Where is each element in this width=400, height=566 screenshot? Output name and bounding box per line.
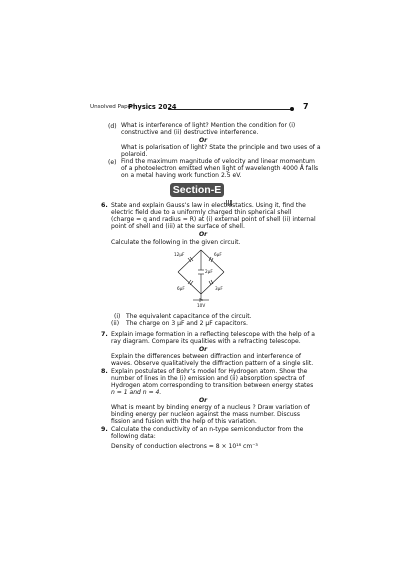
section-bars-icon — [226, 191, 233, 197]
q6-or: Or — [199, 231, 208, 238]
q5e-label: (e) — [108, 159, 117, 166]
q7-line-2: ray diagram. Compare its qualities with a refracting telescope. — [111, 338, 301, 345]
q6-line-4: point of shell and (iii) at the surface of shell. — [111, 223, 245, 230]
page-header — [90, 104, 310, 116]
q5-or: Or — [199, 137, 208, 144]
q5e-line-3: on a metal having work function 2.5 eV. — [121, 172, 242, 179]
q8-line-4: n = 1 and n = 4. — [111, 389, 162, 396]
q9-line-1: Calculate the conductivity of an n-type semiconductor from the — [111, 426, 304, 433]
section-badge: Section-E — [170, 183, 224, 197]
q6-line-1: State and explain Gauss’s law in electrostatics. Using it, find the — [111, 202, 306, 209]
q5e-line-2: of a photoelectron emitted when light of wavelength 4000 Å falls — [121, 165, 319, 172]
q7-or-line-1: Explain the differences between diffraction and interference of — [111, 353, 302, 360]
q6-part-ii-label: (ii) — [111, 320, 120, 327]
q6-number: 6. — [101, 202, 108, 209]
capacitor-circuit-diagram — [166, 248, 236, 308]
header-subject: Physics 2024 — [128, 103, 177, 111]
q5e-line-1: Find the maximum magnitude of velocity and linear momentum — [121, 158, 315, 165]
q7-line-1: Explain image formation in a reflecting telescope with the help of a — [111, 331, 315, 338]
q6-calc-line: Calculate the following in the given circuit. — [111, 239, 241, 246]
cap-label-bottom-right: 3μF — [215, 286, 223, 291]
q8-line-2: number of lines in the (i) emission and (ii) absorption spectra of — [111, 375, 305, 382]
q5-polarisation-line-1: What is polarisation of light? State the principle and two uses of a — [121, 144, 321, 151]
q8-number: 8. — [101, 368, 108, 375]
cap-label-bottom-left: 6μF — [177, 286, 185, 291]
header-rule — [168, 109, 292, 110]
q7-or: Or — [199, 346, 208, 353]
q8-or-line-2: binding energy per nucleon against the mass number. Discuss — [111, 411, 300, 418]
cap-label-top-right: 6μF — [214, 252, 222, 257]
header-bullet-icon — [290, 107, 294, 111]
q8-or-line-1: What is meant by binding energy of a nucleus ? Draw variation of — [111, 404, 310, 411]
page-number: 7 — [303, 102, 309, 111]
q7-number: 7. — [101, 331, 108, 338]
cap-label-middle: 2μF — [205, 269, 213, 274]
q9-number: 9. — [101, 426, 108, 433]
battery-label: 10V — [197, 303, 206, 308]
q9-data-line: Density of conduction electrons = 8 × 10¹⁸ cm⁻³ — [111, 443, 258, 450]
q8-line-3: Hydrogen atom corresponding to transition between energy states — [111, 382, 314, 389]
q6-part-i-text: The equivalent capacitance of the circuit. — [126, 313, 252, 320]
q8-or: Or — [199, 397, 208, 404]
q9-line-2: following data: — [111, 433, 156, 440]
q6-part-i-label: (i) — [114, 313, 121, 320]
q6-part-ii-text: The charge on 3 μF and 2 μF capacitors. — [126, 320, 248, 327]
q8-or-line-3: fission and fusion with the help of this variation. — [111, 418, 257, 425]
q6-line-3: (charge = q and radius = R) at (i) external point of shell (ii) internal — [111, 216, 316, 223]
header-series: Unsolved Paper — [90, 104, 134, 110]
q5d-line-2: constructive and (ii) destructive interference. — [121, 129, 259, 136]
q7-or-line-2: waves. Observe qualitatively the diffraction pattern of a single slit. — [111, 360, 314, 367]
q6-line-2: electric field due to a uniformly charged thin spherical shell — [111, 209, 292, 216]
q5d-line-1: What is interference of light? Mention the condition for (i) — [121, 122, 296, 129]
cap-label-top-left: 12μF — [174, 252, 185, 257]
q5-polarisation-line-2: polaroid. — [121, 151, 148, 158]
q5d-label: (d) — [108, 123, 117, 130]
q8-line-1: Explain postulates of Bohr’s model for Hydrogen atom. Show the — [111, 368, 308, 375]
